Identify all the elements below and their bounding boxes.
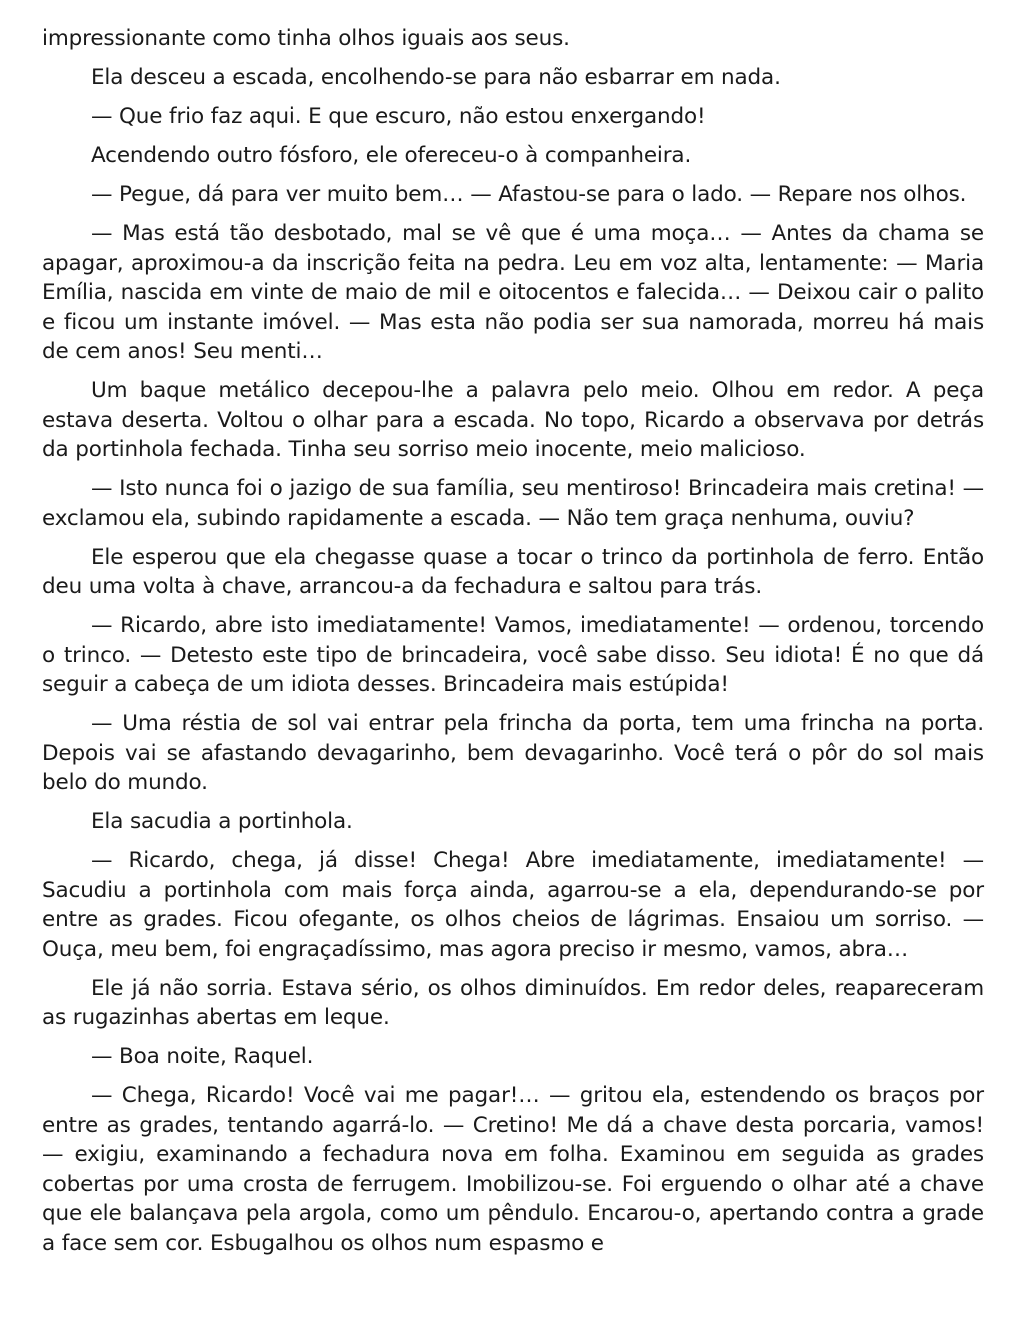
paragraph: Ele esperou que ela chegasse quase a tocar o trinco da portinhola de ferro. Então deu uma volta à chave, arrancou-a da fechadura e saltou para trás. [42, 544, 984, 599]
paragraph-dialogue: — Que frio faz aqui. E que escuro, não estou enxergando! [91, 104, 706, 129]
paragraph-continuation: impressionante como tinha olhos iguais aos seus. [42, 26, 570, 51]
paragraph-dialogue: — Mas está tão desbotado, mal se vê que é uma moça… — Antes da chama se apagar, aproximou-a da inscrição feita na pedra. Leu em voz alta, lentamente: — Maria Emília, nascida em vinte de maio de mil e oitocentos e falecida… — Deixou cair o palito e ficou um instante imóvel. — Mas esta não podia ser sua namorada, morreu há mais de cem anos! Seu menti… [42, 221, 984, 364]
paragraph: Um baque metálico decepou-lhe a palavra pelo meio. Olhou em redor. A peça estava deserta. Voltou o olhar para a escada. No topo, Ricardo a observava por detrás da portinhola fechada. Tinha seu sorriso meio inocente, meio malicioso. [42, 378, 984, 462]
paragraph-dialogue: — Chega, Ricardo! Você vai me pagar!… — gritou ela, estendendo os braços por entre as grades, tentando agarrá-lo. — Cretino! Me dá a chave desta porcaria, vamos! — exigiu, examinando a fechadura nova em folha. Examinou em seguida as grades cobertas por uma crosta de ferrugem. Imobilizou-se. Foi erguendo o olhar até a chave que ele balançava pela argola, como um pêndulo. Encarou-o, apertando contra a grade a face sem cor. Esbugalhou os olhos num espasmo e [42, 1083, 984, 1256]
paragraph: Acendendo outro fósforo, ele ofereceu-o à companheira. [91, 143, 692, 168]
paragraph-dialogue: — Isto nunca foi o jazigo de sua família, seu mentiroso! Brincadeira mais cretina! — exclamou ela, subindo rapidamente a escada. — Não tem graça nenhuma, ouviu? [42, 476, 984, 531]
page-text [42, 24, 984, 1258]
paragraph-dialogue: — Ricardo, chega, já disse! Chega! Abre imediatamente, imediatamente! — Sacudiu a portinhola com mais força ainda, agarrou-se a ela, dependurando-se por entre as grades. Ficou ofegante, os olhos cheios de lágrimas. Ensaiou um sorriso. — Ouça, meu bem, foi engraçadíssimo, mas agora preciso ir mesmo, vamos, abra… [42, 848, 984, 962]
paragraph-dialogue: — Ricardo, abre isto imediatamente! Vamos, imediatamente! — ordenou, torcendo o trinco. — Detesto este tipo de brincadeira, você sabe disso. Seu idiota! É no que dá seguir a cabeça de um idiota desses. Brincadeira mais estúpida! [42, 613, 984, 697]
paragraph: Ele já não sorria. Estava sério, os olhos diminuídos. Em redor deles, reapareceram as rugazinhas abertas em leque. [42, 975, 984, 1030]
paragraph-dialogue: — Pegue, dá para ver muito bem… — Afastou-se para o lado. — Repare nos olhos. [91, 182, 967, 207]
paragraph-dialogue: — Uma réstia de sol vai entrar pela frincha da porta, tem uma frincha na porta. Depois vai se afastando devagarinho, bem devagarinho. Você terá o pôr do sol mais belo do mundo. [42, 711, 984, 795]
paragraph: Ela sacudia a portinhola. [91, 809, 353, 834]
paragraph: Ela desceu a escada, encolhendo-se para não esbarrar em nada. [91, 65, 781, 90]
paragraph-dialogue: — Boa noite, Raquel. [91, 1044, 314, 1069]
